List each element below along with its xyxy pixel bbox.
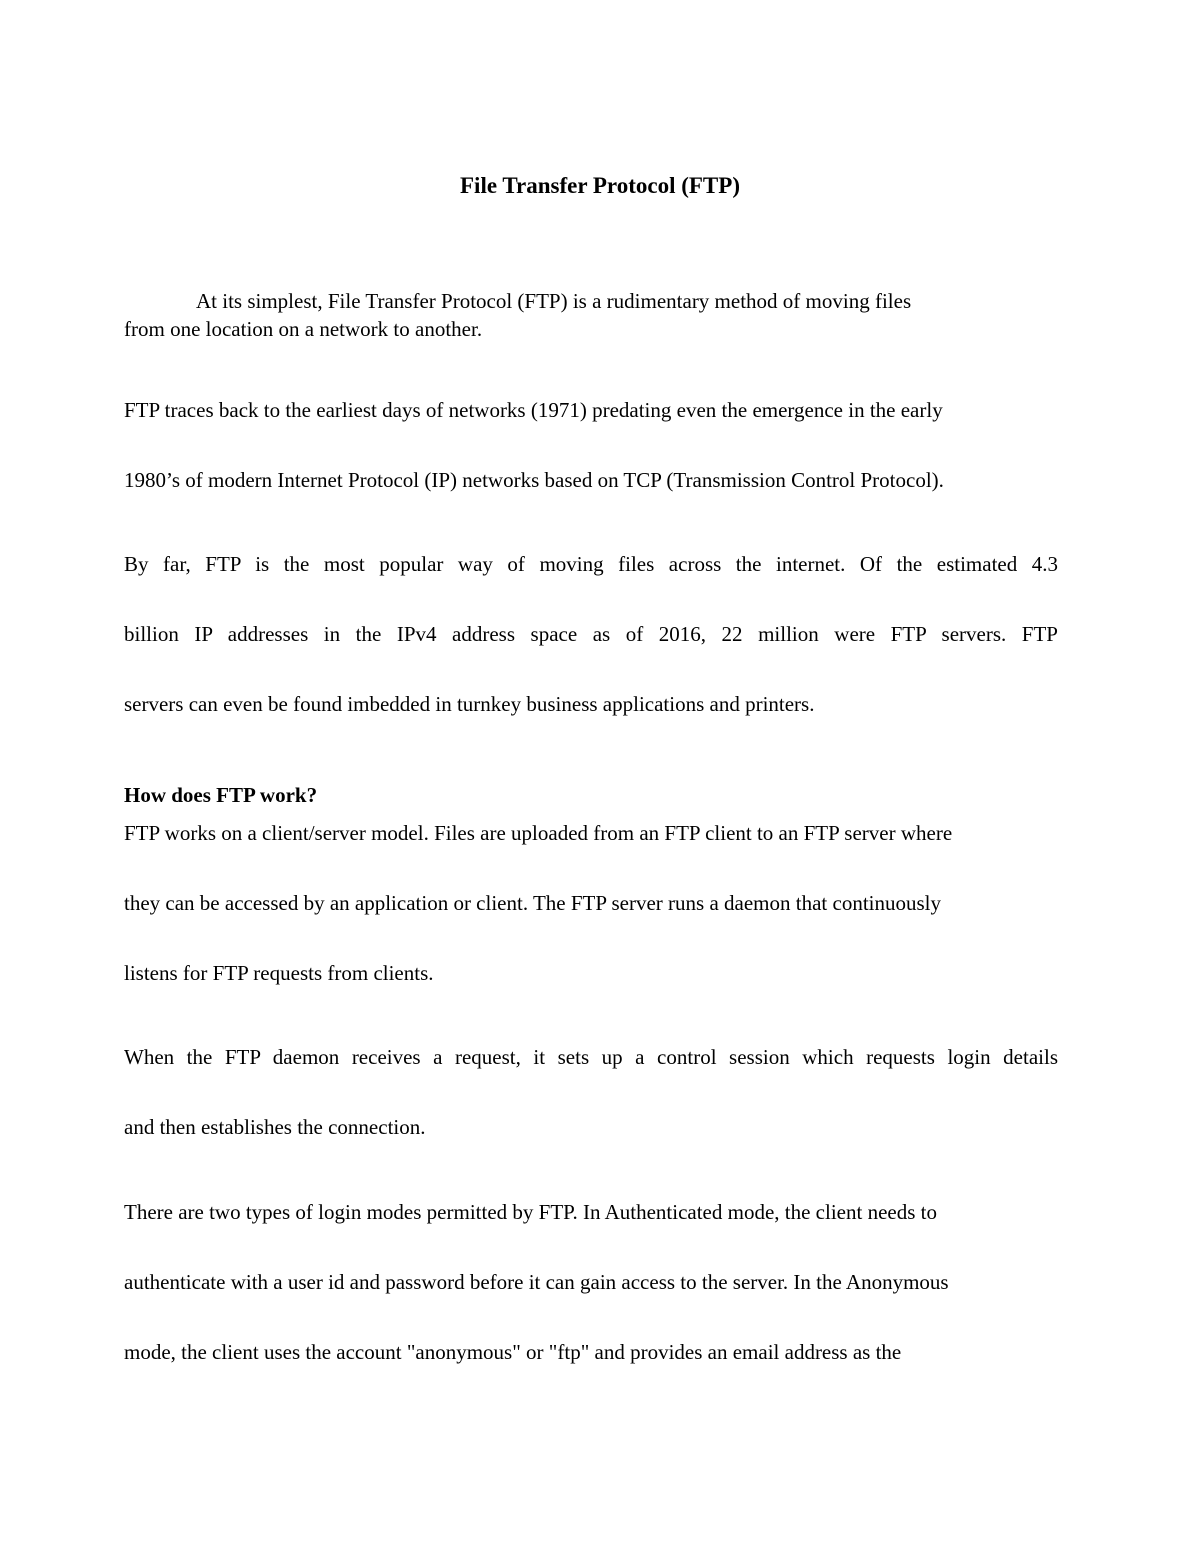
paragraph-2-line-1: FTP traces back to the earliest days of networks (1971) predating even the emergence in the early bbox=[124, 398, 943, 422]
paragraph-1-line-2: from one location on a network to another. bbox=[124, 317, 483, 341]
paragraph-3-line-3: servers can even be found imbedded in turnkey business applications and printers. bbox=[124, 692, 815, 716]
paragraph-3-line-1: By far, FTP is the most popular way of moving files across the internet. Of the estimated 4.3 bbox=[124, 552, 1058, 576]
paragraph-4-line-2: they can be accessed by an application or client. The FTP server runs a daemon that continuously bbox=[124, 891, 942, 915]
paragraph-4-line-3: listens for FTP requests from clients. bbox=[124, 961, 434, 985]
paragraph-1-line-1: At its simplest, File Transfer Protocol (FTP) is a rudimentary method of moving files bbox=[196, 289, 912, 313]
paragraph-5-line-2: and then establishes the connection. bbox=[124, 1115, 426, 1139]
paragraph-5-line-1: When the FTP daemon receives a request, it sets up a control session which requests login details bbox=[124, 1045, 1058, 1069]
paragraph-4-line-1: FTP works on a client/server model. Files are uploaded from an FTP client to an FTP server where bbox=[124, 821, 953, 845]
paragraph-3-line-2: billion IP addresses in the IPv4 address space as of 2016, 22 million were FTP servers. FTP bbox=[124, 622, 1058, 646]
paragraph-6-line-3: mode, the client uses the account "anonymous" or "ftp" and provides an email address as the bbox=[124, 1340, 902, 1364]
paragraph-6-line-2: authenticate with a user id and password before it can gain access to the server. In the Anonymous bbox=[124, 1270, 949, 1294]
paragraph-2-line-2: 1980’s of modern Internet Protocol (IP) networks based on TCP (Transmission Control Protocol). bbox=[124, 468, 944, 492]
paragraph-6-line-1: There are two types of login modes permitted by FTP. In Authenticated mode, the client needs to bbox=[124, 1200, 937, 1224]
document-title: File Transfer Protocol (FTP) bbox=[460, 173, 740, 198]
section-heading: How does FTP work? bbox=[124, 783, 318, 807]
